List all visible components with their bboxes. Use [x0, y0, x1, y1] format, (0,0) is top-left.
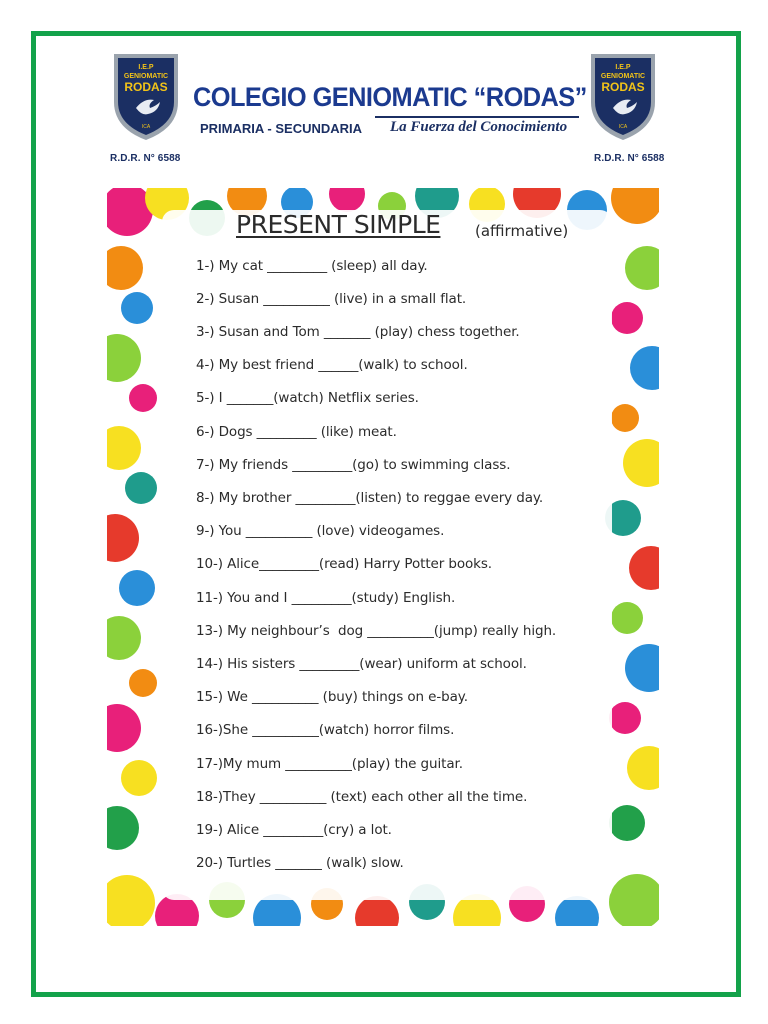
school-logo-left: [110, 50, 182, 144]
registration-right: R.D.R. N° 6588: [594, 153, 665, 164]
exercise-item: 6-) Dogs _________ (like) meat.: [196, 424, 397, 440]
exercise-item: 19-) Alice _________(cry) a lot.: [196, 822, 392, 838]
exercise-item: 20-) Turtles _______ (walk) slow.: [196, 855, 404, 871]
worksheet-title: PRESENT SIMPLE: [236, 210, 441, 239]
exercise-item: 3-) Susan and Tom _______ (play) chess together.: [196, 324, 520, 340]
school-levels: PRIMARIA - SECUNDARIA: [200, 121, 363, 136]
exercise-item: 14-) His sisters _________(wear) uniform at school.: [196, 656, 527, 672]
exercise-item: 8-) My brother _________(listen) to reggae every day.: [196, 490, 544, 506]
logo-line2: GENIOMATIC: [123, 73, 169, 80]
exercise-item: 5-) I _______(watch) Netflix series.: [196, 390, 419, 406]
exercise-item: 4-) My best friend ______(walk) to school.: [196, 357, 468, 373]
school-motto: La Fuerza del Conocimiento: [390, 119, 568, 135]
logo-line3: RODAS: [124, 80, 168, 94]
exercise-item: 13-) My neighbour’s dog __________(jump) really high.: [196, 623, 557, 639]
logo-line4: ICA: [618, 124, 628, 130]
exercise-item: 2-) Susan __________ (live) in a small flat.: [196, 291, 467, 307]
exercise-item: 9-) You __________ (love) videogames.: [196, 523, 445, 539]
registration-left: R.D.R. N° 6588: [110, 153, 181, 164]
logo-line1: I.E.P: [138, 64, 154, 71]
header-divider: [375, 116, 579, 118]
exercise-item: 10-) Alice_________(read) Harry Potter books.: [196, 556, 493, 572]
exercise-item: 17-)My mum __________(play) the guitar.: [196, 756, 463, 772]
logo-line1: I.E.P: [615, 64, 631, 71]
exercise-item: 16-)She __________(watch) horror films.: [196, 722, 455, 738]
worksheet-subtitle: (affirmative): [475, 222, 569, 240]
school-name: COLEGIO GENIOMATIC “RODAS”: [193, 82, 587, 112]
logo-line4: ICA: [141, 124, 151, 130]
exercise-item: 18-)They __________ (text) each other all the time.: [196, 789, 528, 805]
exercise-item: 11-) You and I _________(study) English.: [196, 590, 456, 606]
logo-line2: GENIOMATIC: [600, 73, 646, 80]
exercise-item: 15-) We __________ (buy) things on e-bay.: [196, 689, 468, 705]
exercise-item: 7-) My friends _________(go) to swimming class.: [196, 457, 511, 473]
exercise-item: 1-) My cat _________ (sleep) all day.: [196, 258, 428, 274]
school-logo-right: [587, 50, 659, 144]
logo-line3: RODAS: [601, 80, 645, 94]
